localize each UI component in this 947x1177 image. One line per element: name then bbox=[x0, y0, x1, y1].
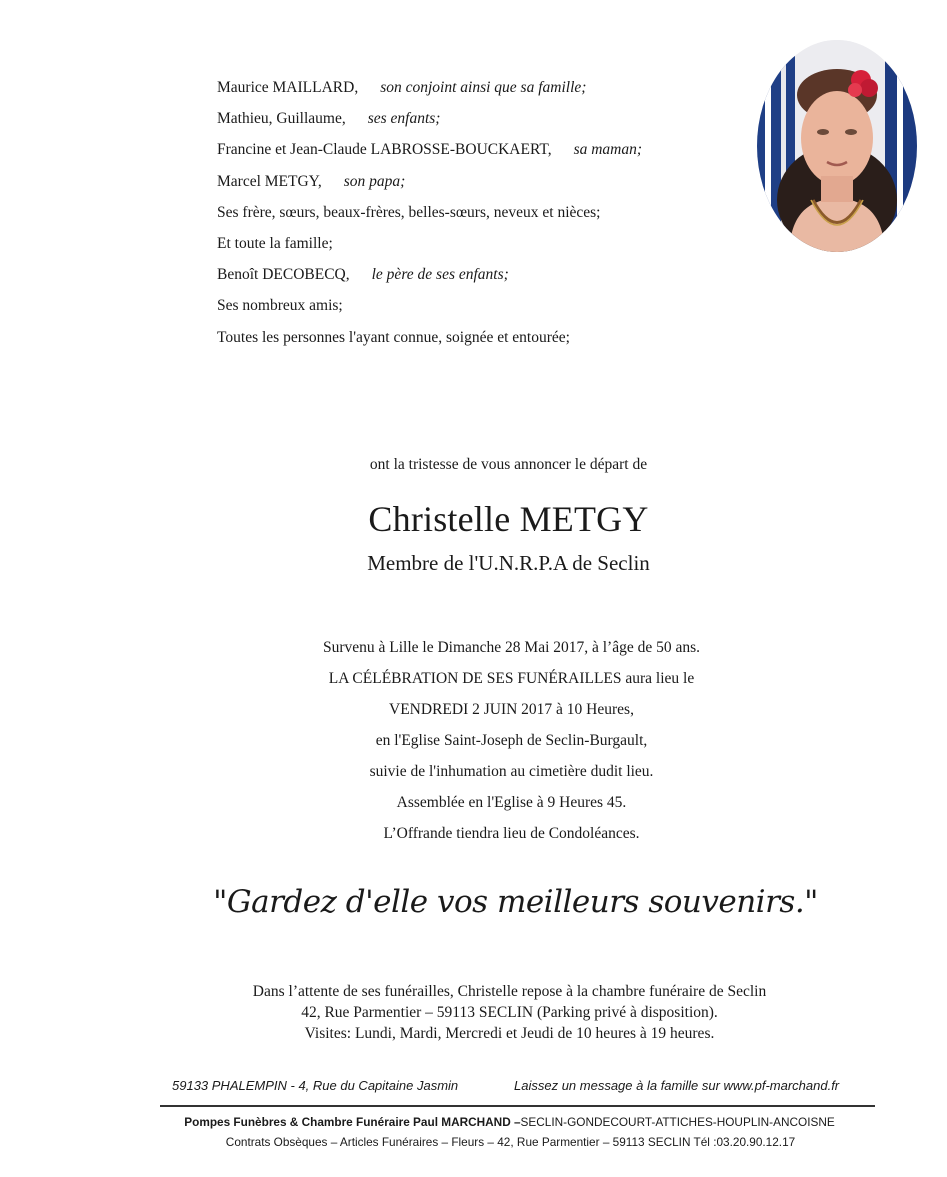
footer-services: Contrats Obsèques – Articles Funéraires – Fleurs – 42, Rue Parmentier – 59113 SECLIN Tél :03.20.90.12.17 bbox=[225, 1135, 796, 1149]
family-list bbox=[217, 76, 642, 357]
detail-line: LA CÉLÉBRATION DE SES FUNÉRAILLES aura lieu le bbox=[328, 670, 695, 687]
visitation-line: Dans l’attente de ses funérailles, Christelle repose à la chambre funéraire de Seclin bbox=[252, 983, 767, 1000]
footer-address: 59133 PHALEMPIN - 4, Rue du Capitaine Jasmin bbox=[172, 1078, 459, 1093]
detail-line: Assemblée en l'Eglise à 9 Heures 45. bbox=[396, 794, 627, 811]
family-line bbox=[217, 263, 642, 294]
portrait-photo bbox=[757, 40, 917, 252]
family-name: Maurice MAILLARD, bbox=[217, 79, 359, 96]
family-line bbox=[217, 107, 642, 138]
family-name: Mathieu, Guillaume, bbox=[217, 110, 346, 128]
detail-line: Survenu à Lille le Dimanche 28 Mai 2017, à l’âge de 50 ans. bbox=[322, 639, 701, 656]
family-name: Toutes les personnes l'ayant connue, soignée et entourée; bbox=[217, 328, 570, 346]
visitation-line: Visites: Lundi, Mardi, Mercredi et Jeudi de 10 heures à 19 heures. bbox=[304, 1025, 715, 1042]
family-relation: ses enfants; bbox=[367, 110, 441, 128]
portrait-icon bbox=[757, 40, 917, 252]
deceased-name: Christelle METGY bbox=[368, 499, 649, 539]
family-name: Francine et Jean-Claude LABROSSE-BOUCKAERT, bbox=[217, 141, 552, 159]
memorial-quote: "Gardez d'elle vos meilleurs souvenirs." bbox=[213, 884, 818, 920]
detail-line: en l'Eglise Saint-Joseph de Seclin-Burgault, bbox=[375, 732, 648, 749]
detail-line: suivie de l'inhumation au cimetière dudit lieu. bbox=[369, 763, 654, 780]
family-line bbox=[217, 232, 642, 263]
footer-company-towns: SECLIN-GONDECOURT-ATTICHES-HOUPLIN-ANCOISNE bbox=[520, 1115, 835, 1129]
family-line bbox=[217, 138, 642, 169]
footer-message-link[interactable]: Laissez un message à la famille sur www.pf-marchand.fr bbox=[514, 1078, 840, 1093]
family-line bbox=[217, 294, 642, 325]
detail-line: VENDREDI 2 JUIN 2017 à 10 Heures, bbox=[389, 701, 634, 718]
family-name: Benoît DECOBECQ, bbox=[217, 266, 350, 284]
footer-divider bbox=[160, 1105, 875, 1107]
visitation-line: 42, Rue Parmentier – 59113 SECLIN (Parking privé à disposition). bbox=[301, 1004, 718, 1021]
family-line bbox=[217, 201, 642, 232]
family-relation: sa maman; bbox=[573, 141, 643, 159]
funeral-details bbox=[0, 637, 947, 854]
footer-company-name: Pompes Funèbres & Chambre Funéraire Paul MARCHAND – bbox=[184, 1115, 521, 1129]
footer-company bbox=[0, 1115, 947, 1129]
announcement-intro: ont la tristesse de vous annoncer le départ de bbox=[369, 456, 648, 473]
footer-top-line bbox=[172, 1078, 887, 1093]
detail-line: L’Offrande tiendra lieu de Condoléances. bbox=[383, 825, 640, 842]
family-line bbox=[217, 170, 642, 201]
family-line bbox=[217, 326, 642, 357]
family-name: Ses nombreux amis; bbox=[217, 297, 343, 315]
family-name: Marcel METGY, bbox=[217, 172, 322, 190]
family-line bbox=[217, 76, 642, 107]
family-relation: son papa; bbox=[343, 172, 406, 190]
family-name: Ses frère, sœurs, beaux-frères, belles-sœurs, neveux et nièces; bbox=[217, 203, 601, 221]
family-relation: son conjoint ainsi que sa famille; bbox=[380, 79, 587, 96]
family-name: Et toute la famille; bbox=[217, 234, 333, 252]
visitation-info bbox=[0, 982, 947, 1045]
deceased-membership: Membre de l'U.N.R.P.A de Seclin bbox=[367, 551, 650, 575]
family-relation: le père de ses enfants; bbox=[371, 266, 509, 284]
